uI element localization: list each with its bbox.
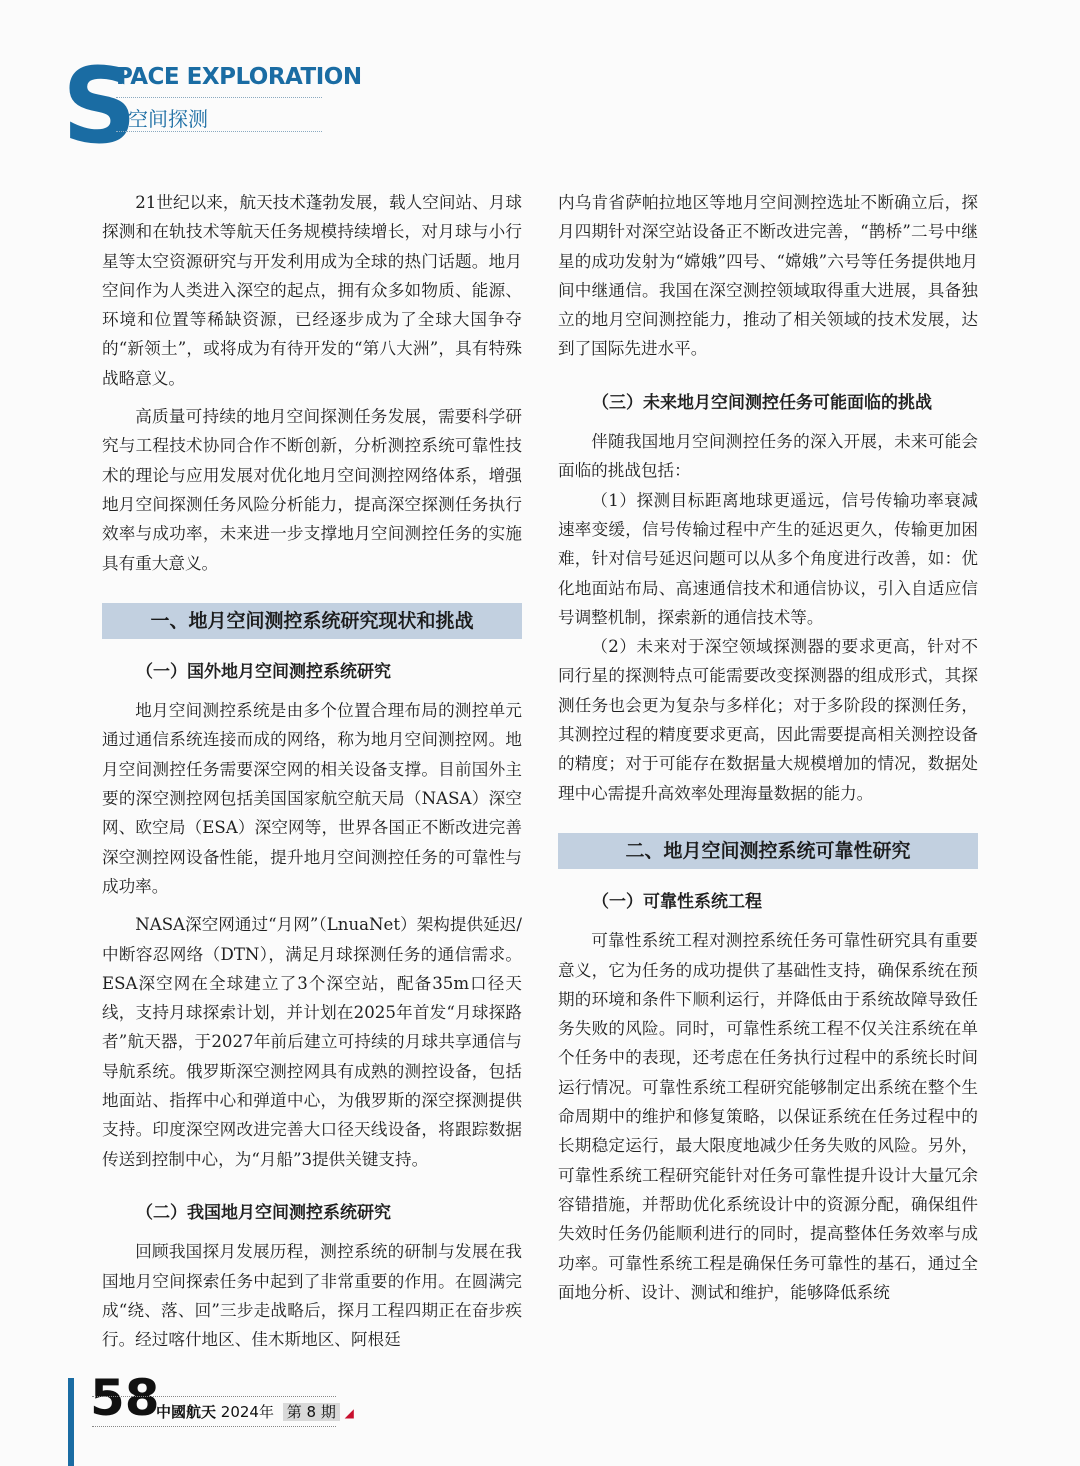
paragraph: （1）探测目标距离地球更遥远，信号传输功率衰减速率变缓，信号传输过程中产生的延迟更久，传输更加困难，针对信号延迟问题可以从多个角度进行改善，如：优化地面站布局、高速通信技术和通信协议，引入自适应信号调整机制，探索新的通信技术等。 [558,490,978,627]
corner-mark-icon: ◢ [344,1406,354,1420]
magazine-logo-letter: S [62,45,137,167]
header-divider [116,97,322,98]
section-heading: 一、地月空间测控系统研究现状和挑战 [102,603,522,639]
paragraph: 回顾我国探月发展历程，测控系统的研制与发展在我国地月空间探索任务中起到了非常重要的作用。在圆满完成“绕、落、回”三步走战略后，探月工程四期正在奋步疾行。经过喀什地区、佳木斯地区、阿根廷 [102,1242,522,1350]
issue-number: 第 8 期 [283,1403,340,1421]
publication-year: 2024年 [220,1403,274,1421]
paragraph: 伴随我国地月空间测控任务的深入开展，未来可能会面临的挑战包括： [558,432,978,481]
paragraph: 可靠性系统工程对测控系统任务可靠性研究具有重要意义，它为任务的成功提供了基础性支持，确保系统在预期的环境和条件下顺利运行，并降低由于系统故障导致任务失败的风险。同时，可靠性系统工程不仅关注系统在单个任务中的表现，还考虑在任务执行过程中的系统长时间运行情况。可靠性系统工程研究能够制定出系统在整个生命周期中的维护和修复策略，以保证系统在任务过程中的长期稳定运行，最大限度地减少任务失败的风险。另外，可靠性系统工程研究能针对任务可靠性提升设计大量冗余容错措施，并帮助优化系统设计中的资源分配，确保组件失效时任务仍能顺利进行的同时，提高整体任务效率与成功率。可靠性系统工程是确保任务可靠性的基石，通过全面地分析、设计、测试和维护，能够降低系统 [558,931,978,1302]
footer-accent-bar [68,1378,74,1466]
header-divider [116,131,322,132]
footer-divider [92,1396,336,1397]
footer-publication-info [156,1401,354,1422]
magazine-name: 中國航天 [156,1403,217,1421]
footer-divider [92,1426,336,1427]
page-number: 58 [90,1369,160,1427]
subsection-heading: （二）我国地月空间测控系统研究 [136,1202,391,1223]
subsection-heading: （一）国外地月空间测控系统研究 [136,661,391,682]
paragraph: （2）未来对于深空领域探测器的要求更高，针对不同行星的探测特点可能需要改变探测器的组成形式，其探测任务也会更为复杂与多样化；对于多阶段的探测任务，其测控过程的精度要求更高，因此需要提高相关测控设备的精度；对于可能存在数据量大规模增加的情况，数据处理中心需提升高效率处理海量数据的能力。 [558,637,978,803]
section-heading: 二、地月空间测控系统可靠性研究 [558,833,978,869]
left-column [102,188,522,1354]
subsection-heading: （一）可靠性系统工程 [592,891,762,912]
paragraph: 内乌肯省萨帕拉地区等地月空间测控选址不断确立后，探月四期针对深空站设备正不断改进完善，“鹊桥”二号中继星的成功发射为“嫦娥”四号、“嫦娥”六号等任务提供地月间中继通信。我国在深空测控领域取得重大进展，具备独立的地月空间测控能力，推动了相关领域的技术发展，达到了国际先进水平。 [558,193,978,359]
paragraph: 21世纪以来，航天技术蓬勃发展，载人空间站、月球探测和在轨技术等航天任务规模持续增长，对月球与小行星等太空资源研究与开发利用成为全球的热门话题。地月空间作为人类进入深空的起点，拥有众多如物质、能源、环境和位置等稀缺资源，已经逐步成为了全球大国争夺的“新领土”，或将成为有待开发的“第八大洲”，具有特殊战略意义。 [102,193,522,388]
paragraph: NASA深空网通过“月网”（LnuaNet）架构提供延迟/中断容忍网络（DTN），满足月球探测任务的通信需求。ESA深空网在全球建立了3个深空站，配备35m口径天线，支持月球探索计划，并计划在2025年首发“月球探路者”航天器，于2027年前后建立可持续的月球共享通信与导航系统。俄罗斯深空测控网具有成熟的测控设备，包括地面站、指挥中心和弹道中心，为俄罗斯的深空探测提供支持。印度深空网改进完善大口径天线设备，将跟踪数据传送到控制中心，为“月船”3提供关键支持。 [102,915,522,1169]
section-title-cn: 空间探测 [128,107,208,131]
subsection-heading: （三）未来地月空间测控任务可能面临的挑战 [592,392,932,413]
paragraph: 高质量可持续的地月空间探测任务发展，需要科学研究与工程技术协同合作不断创新，分析测控系统可靠性技术的理论与应用发展对优化地月空间测控网络体系，增强地月空间探测任务风险分析能力，提高深空探测任务执行效率与成功率，未来进一步支撑地月空间测控任务的实施具有重大意义。 [102,407,522,573]
section-title-en: PACE EXPLORATION [116,64,362,90]
paragraph: 地月空间测控系统是由多个位置合理布局的测控单元通过通信系统连接而成的网络，称为地月空间测控网。地月空间测控任务需要深空网的相关设备支撑。目前国外主要的深空测控网包括美国国家航空航天局（NASA）深空网、欧空局（ESA）深空网等，世界各国正不断改进完善深空测控网设备性能，提升地月空间测控任务的可靠性与成功率。 [102,701,522,896]
right-column [558,188,978,1307]
